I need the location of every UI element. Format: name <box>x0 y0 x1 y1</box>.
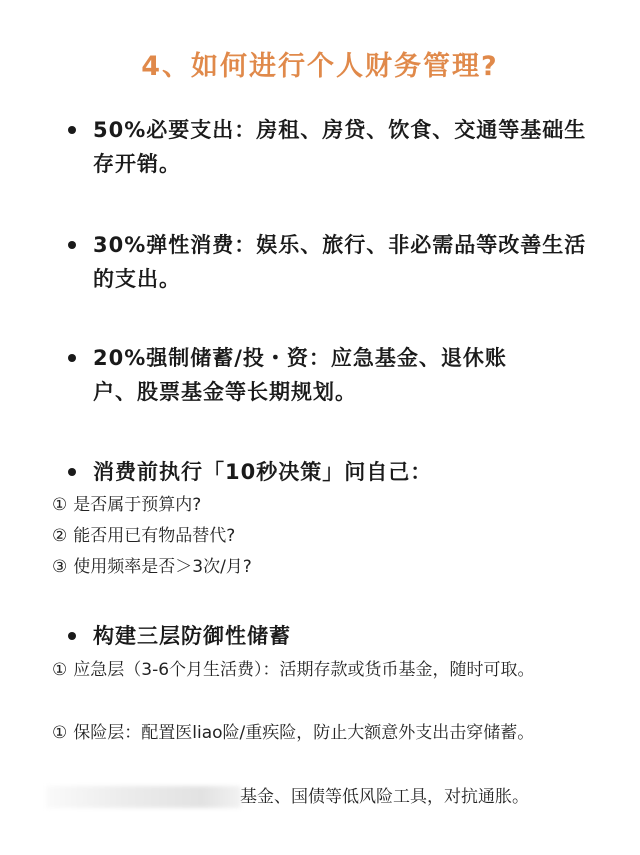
decision-question <box>52 490 592 520</box>
savings-layer <box>52 718 592 748</box>
bullet-text: 30%弹性消费：娱乐、旅行、非必需品等改善生活的支出。 <box>93 233 587 291</box>
bullet-three-layer-savings <box>68 619 588 653</box>
bullet-dot <box>68 354 76 362</box>
circled-number: ③ <box>52 557 68 577</box>
bullet-text: 50%必要支出：房租、房贷、饮食、交通等基础生存开销。 <box>93 118 587 176</box>
bullet-dot <box>68 632 76 640</box>
layer-text: 应急层（3-6个月生活费）：活期存款或货币基金，随时可取。 <box>73 660 535 680</box>
bullet-necessary-expenses <box>68 113 588 181</box>
question-text: 是否属于预算内? <box>73 495 202 515</box>
bullet-text: 20%强制储蓄/投・资：应急基金、退休账户、股票基金等长期规划。 <box>93 346 507 404</box>
bullet-dot <box>68 126 76 134</box>
bullet-10-second-decision <box>68 455 588 489</box>
circled-number: ② <box>52 526 68 546</box>
bullet-text: 消费前执行「10秒决策」问自己： <box>93 460 433 484</box>
partial-savings-layer: 基金、国债等低风险工具，对抗通胀。 <box>240 787 529 807</box>
bullet-dot <box>68 241 76 249</box>
bullet-forced-savings <box>68 341 548 409</box>
layer-text: 保险层：配置医liao险/重疾险，防止大额意外支出击穿储蓄。 <box>73 723 535 743</box>
bullet-dot <box>68 468 76 476</box>
bullet-flexible-spending <box>68 228 588 296</box>
page-title: 4、如何进行个人财务管理? <box>141 51 499 82</box>
circled-number: ① <box>52 495 68 515</box>
decision-question <box>52 521 592 551</box>
question-text: 能否用已有物品替代? <box>73 526 236 546</box>
circled-number: ① <box>52 723 68 743</box>
blurred-overlay <box>46 786 241 808</box>
savings-layer <box>52 655 592 685</box>
decision-question <box>52 552 592 582</box>
circled-number: ① <box>52 660 68 680</box>
bullet-text: 构建三层防御性储蓄 <box>93 624 291 648</box>
question-text: 使用频率是否＞3次/月? <box>73 557 252 577</box>
